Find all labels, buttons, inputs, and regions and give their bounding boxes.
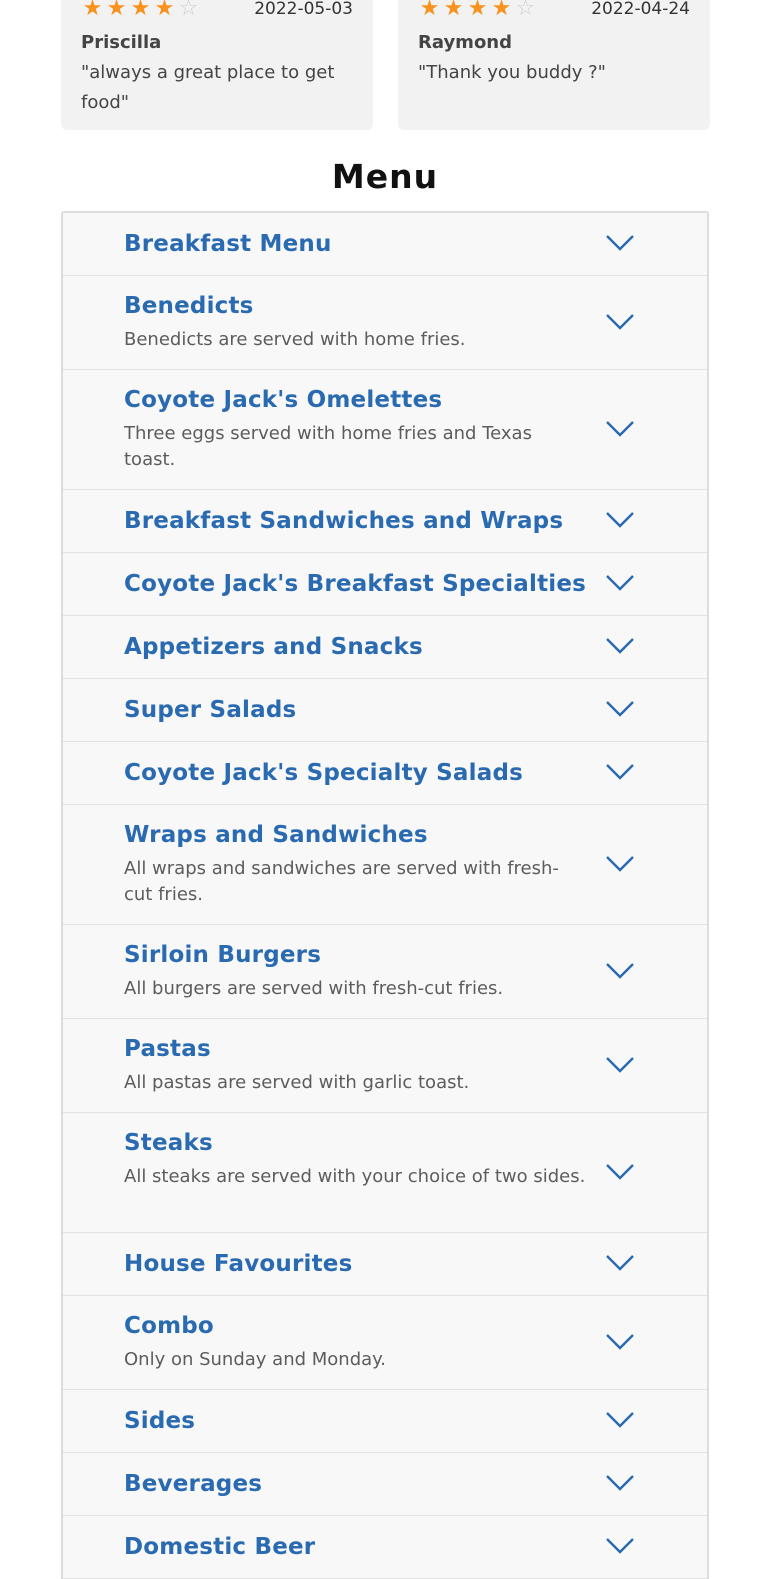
menu-section[interactable]: [63, 742, 707, 805]
star-icon: ★: [419, 0, 440, 21]
menu-title: Menu: [331, 157, 439, 196]
review-text: "Thank you buddy ?": [418, 62, 606, 83]
menu-section-description: Only on Sunday and Monday.: [124, 1349, 386, 1370]
menu-section-title: Appetizers and Snacks: [124, 634, 423, 660]
review-card: [398, 0, 710, 130]
menu-section[interactable]: [63, 1113, 707, 1233]
menu-section-title: Sides: [124, 1408, 196, 1434]
menu-section-title: Beverages: [124, 1471, 263, 1497]
chevron-down-icon[interactable]: [605, 313, 635, 331]
chevron-down-icon[interactable]: [605, 700, 635, 718]
chevron-down-icon[interactable]: [605, 1537, 635, 1555]
chevron-down-icon[interactable]: [605, 1254, 635, 1272]
chevron-down-icon[interactable]: [605, 962, 635, 980]
chevron-down-icon[interactable]: [605, 574, 635, 592]
reviewer-name: Raymond: [418, 32, 513, 53]
star-icon: ★: [82, 0, 103, 21]
star-icon: ★: [154, 0, 175, 21]
menu-section-description: All pastas are served with garlic toast.: [124, 1072, 470, 1093]
menu-section[interactable]: [63, 679, 707, 742]
menu-section-title: Super Salads: [124, 697, 297, 723]
chevron-down-icon[interactable]: [605, 763, 635, 781]
star-icon: ★: [491, 0, 512, 21]
menu-section[interactable]: [63, 1453, 707, 1516]
star-icon: ☆: [178, 0, 199, 21]
star-icon: ★: [443, 0, 464, 21]
menu-section-title: Pastas: [124, 1036, 211, 1062]
menu-section[interactable]: [63, 616, 707, 679]
menu-section-title: Breakfast Menu: [124, 231, 332, 257]
menu-section[interactable]: [63, 925, 707, 1019]
menu-section-description: All burgers are served with fresh-cut fries.: [124, 978, 504, 999]
review-card: [61, 0, 373, 130]
review-text: "always a great place to get food": [81, 62, 335, 113]
menu-section-title: House Favourites: [124, 1251, 353, 1277]
menu-section[interactable]: [63, 490, 707, 553]
menu-section[interactable]: [63, 1516, 707, 1579]
menu-section-title: Coyote Jack's Omelettes: [124, 387, 443, 413]
chevron-down-icon[interactable]: [605, 1163, 635, 1181]
menu-section-description: Three eggs served with home fries and Texas toast.: [124, 423, 532, 470]
menu-section[interactable]: [63, 370, 707, 490]
chevron-down-icon[interactable]: [605, 855, 635, 873]
menu-section[interactable]: [63, 553, 707, 616]
menu-section-title: Benedicts: [124, 293, 254, 319]
chevron-down-icon[interactable]: [605, 637, 635, 655]
menu-accordion: [61, 211, 709, 1579]
menu-section[interactable]: [63, 1233, 707, 1296]
star-rating: [81, 0, 200, 22]
chevron-down-icon[interactable]: [605, 1474, 635, 1492]
menu-section-description: Benedicts are served with home fries.: [124, 329, 466, 350]
star-icon: ★: [106, 0, 127, 21]
chevron-down-icon[interactable]: [605, 420, 635, 438]
review-date: 2022-04-24: [591, 0, 690, 19]
menu-section-title: Coyote Jack's Breakfast Specialties: [124, 571, 587, 597]
chevron-down-icon[interactable]: [605, 511, 635, 529]
menu-section[interactable]: [63, 1019, 707, 1113]
menu-section[interactable]: [63, 1296, 707, 1390]
star-icon: ★: [467, 0, 488, 21]
star-icon: ★: [130, 0, 151, 21]
menu-section-title: Wraps and Sandwiches: [124, 822, 428, 848]
menu-section-title: Domestic Beer: [124, 1534, 316, 1560]
reviewer-name: Priscilla: [81, 32, 162, 53]
menu-section-title: Breakfast Sandwiches and Wraps: [124, 508, 564, 534]
menu-section[interactable]: [63, 276, 707, 370]
menu-section-title: Steaks: [124, 1130, 213, 1156]
review-date: 2022-05-03: [254, 0, 353, 19]
chevron-down-icon[interactable]: [605, 234, 635, 252]
menu-section-title: Coyote Jack's Specialty Salads: [124, 760, 524, 786]
star-rating: [418, 0, 537, 22]
menu-section-title: Sirloin Burgers: [124, 942, 322, 968]
menu-section[interactable]: [63, 805, 707, 925]
chevron-down-icon[interactable]: [605, 1333, 635, 1351]
menu-section-description: All wraps and sandwiches are served with fresh-cut fries.: [124, 858, 559, 905]
menu-section[interactable]: [63, 1390, 707, 1453]
star-icon: ☆: [515, 0, 536, 21]
chevron-down-icon[interactable]: [605, 1056, 635, 1074]
chevron-down-icon[interactable]: [605, 1411, 635, 1429]
menu-section[interactable]: [63, 213, 707, 276]
menu-section-title: Combo: [124, 1313, 214, 1339]
menu-section-description: All steaks are served with your choice of two sides.: [124, 1166, 586, 1187]
